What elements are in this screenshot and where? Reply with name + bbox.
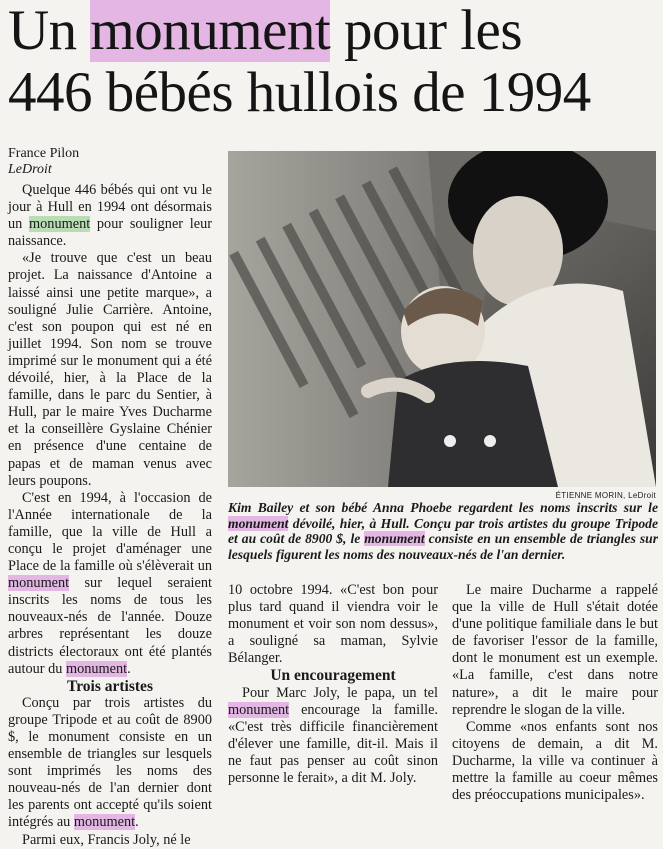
left-column xyxy=(8,146,212,849)
paragraph: «Je trouve que c'est un beau projet. La naissance d'Antoine a laissé ainsi une petite marque», a souligné Julie Carrière. Antoine, c'est son poupon qui est né en juillet 1994. Son nom se trouve imprimé sur le monument qui a été dévoilé, hier, à la Place de la famille, dans le parc du Sentier, à Hull, par le maire Yves Ducharme et la conseillère Gyslaine Chénier en présence d'une centaine de papas et de maman venus avec leurs poupons. xyxy=(8,250,212,489)
paragraph: Quelque 446 bébés qui ont vu le jour à Hull en 1994 ont désormais un monument pour souligner leur naissance. xyxy=(8,182,212,250)
paragraph: Le maire Ducharme a rappelé que la ville de Hull s'était dotée d'une politique familiale dans le but de favoriser l'essor de la famille, dont le monument est un exemple. «La famille, c'est dans notre nature», a dit le maire pour reprendre le slogan de la ville. xyxy=(452,582,658,718)
highlighted-word: monument xyxy=(8,575,70,592)
subheading: Un encouragement xyxy=(270,667,396,685)
news-photo xyxy=(228,151,656,487)
paragraph: Parmi eux, Francis Joly, né le xyxy=(22,831,191,848)
headline-line-2: 446 bébés hullois de 1994 xyxy=(8,61,591,124)
highlighted-word: monument xyxy=(73,814,136,831)
middle-column xyxy=(228,582,438,787)
highlighted-word: monument xyxy=(228,701,290,718)
paragraph: Conçu par trois artistes du groupe Tripode et au coût de 8900 $, le monument consiste en un ensemble de triangles sur lesquels sont imprimés les noms des nouveau-nés de l'an dernier dont les parents ont accepté qu'ils soient intégrés au monument. xyxy=(8,694,212,831)
photo-credit: ÉTIENNE MORIN, LeDroit xyxy=(555,491,656,500)
highlighted-word: monument xyxy=(364,531,425,547)
highlighted-word: monument xyxy=(90,0,331,62)
byline-author: France Pilon xyxy=(8,146,80,161)
photo-caption: Kim Bailey et son bébé Anna Phoebe regardent les noms inscrits sur le monument dévoilé, hier, à Hull. Conçu par trois artistes du groupe Tripode et au coût de 8900 $, le monument consiste en un ensemble de triangles sur lesquels figurent les noms des nouveaux-nés de l'an dernier. xyxy=(228,500,658,562)
highlighted-word: monument xyxy=(29,216,91,233)
paragraph: Comme «nos enfants sont nos citoyens de demain, a dit M. Ducharme, la ville va continuer à mettre la famille au coeur mêmes des préoccupations municipales». xyxy=(452,718,658,804)
byline-publication: LeDroit xyxy=(8,162,52,177)
highlighted-word: monument xyxy=(228,515,289,531)
paragraph: 10 octobre 1994. «C'est bon pour plus tard quand il viendra voir le monument et voir son nom dessus», a souligné sa maman, Sylvie Bélanger. xyxy=(228,582,438,667)
headline-line-1: Un monument pour les xyxy=(8,0,523,62)
photo-mother-baby-monument xyxy=(228,151,656,487)
right-column xyxy=(452,582,658,804)
paragraph: Pour Marc Joly, le papa, un tel monument encourage la famille. «C'est très difficile financièrement d'élever une famille, dit-il. Mais il ne faut pas penser au coût sinon personne le ferait», a dit M. Joly. xyxy=(228,684,438,787)
subheading: Trois artistes xyxy=(67,677,153,695)
headline xyxy=(8,0,658,124)
paragraph: C'est en 1994, à l'occasion de l'Année internationale de la famille, que la ville de Hull a conçu le projet d'aménager une Place de la famille où s'élèverait un monument sur lequel seraient inscrits les noms de tous les nouveaux-nés de l'année. Douze arbres représentant les douze districts électoraux ont été plantés autour du monument. xyxy=(8,489,212,677)
highlighted-word: monument xyxy=(65,660,128,677)
